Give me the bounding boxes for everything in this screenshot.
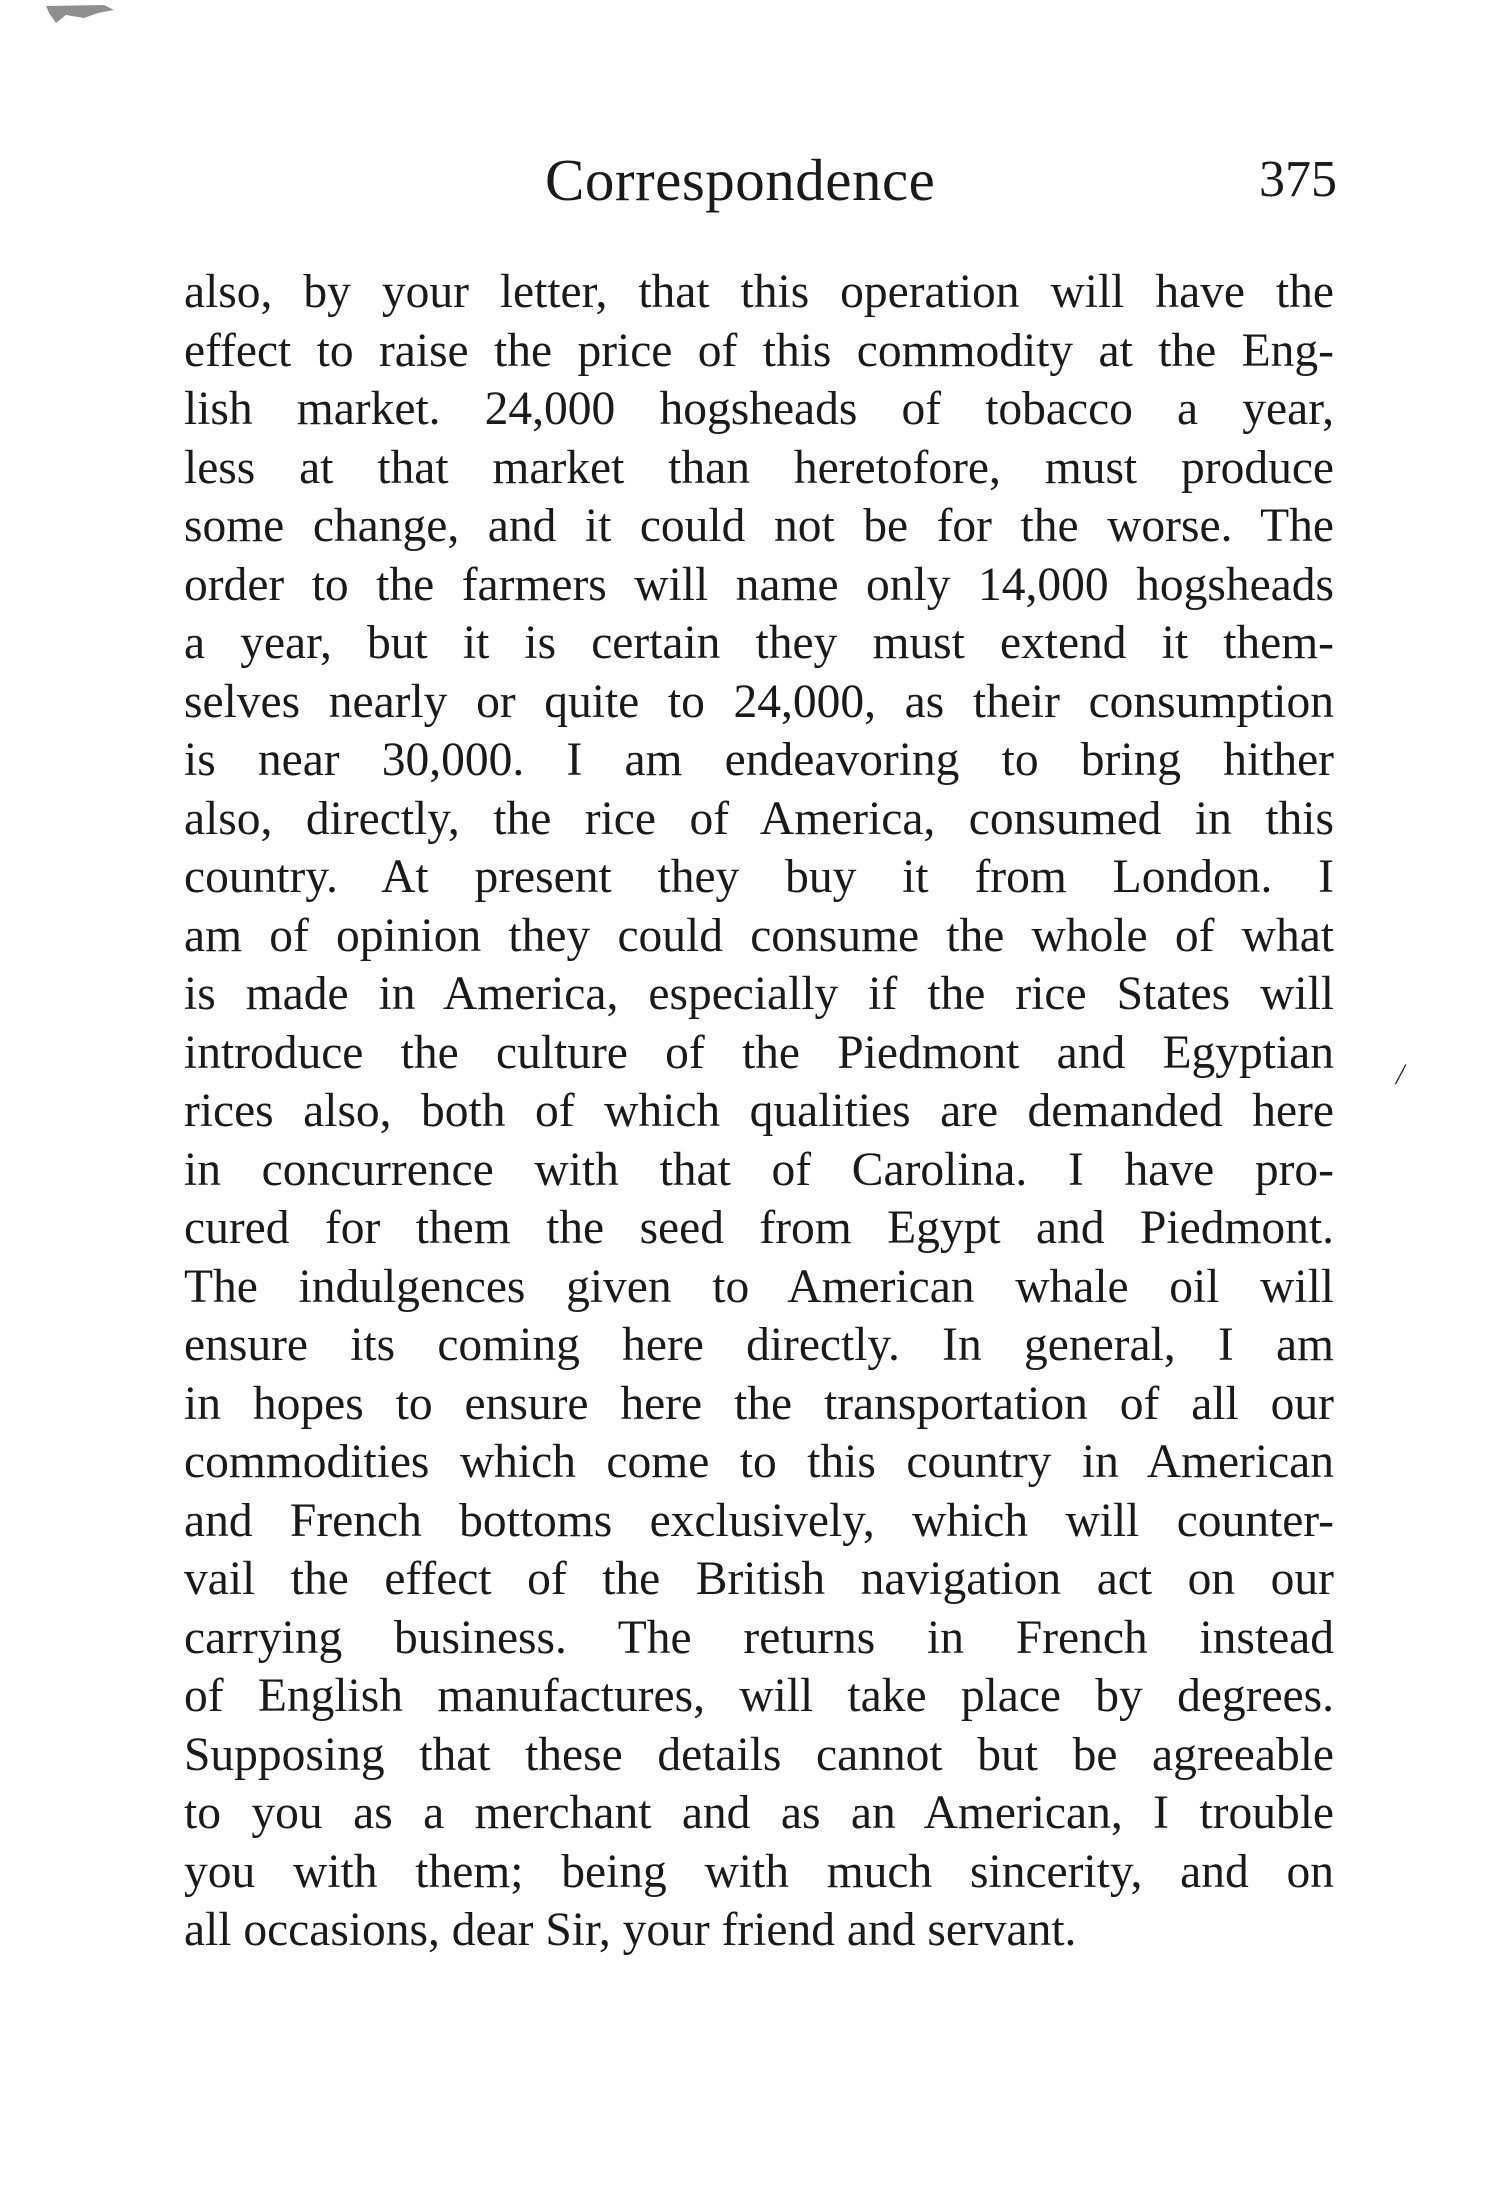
text-line: also, directly, the rice of America, consumed in this <box>184 792 1334 845</box>
text-line: introduce the culture of the Piedmont and Egyptian <box>184 1026 1334 1079</box>
text-line: less at that market than heretofore, must produce <box>184 441 1334 494</box>
text-line: vail the effect of the British navigation act on our <box>184 1553 1334 1605</box>
text-line: effect to raise the price of this commodity at the Eng- <box>184 324 1334 377</box>
text-line: carrying business. The returns in French instead <box>184 1611 1334 1664</box>
text-line: The indulgences given to American whale oil will <box>184 1260 1334 1313</box>
text-line: am of opinion they could consume the whole of what <box>184 909 1334 962</box>
text-line: in hopes to ensure here the transportation of all our <box>184 1377 1334 1430</box>
text-line: and French bottoms exclusively, which will counter- <box>184 1494 1334 1547</box>
text-line: some change, and it could not be for the worse. The <box>184 500 1334 552</box>
margin-pencil-mark: / <box>1396 1058 1405 1091</box>
text-line: ensure its coming here directly. In general, I am <box>184 1319 1334 1371</box>
text-line: a year, but it is certain they must extend it them- <box>184 617 1334 669</box>
text-line: is made in America, especially if the rice States will <box>184 968 1334 1020</box>
page-number: 375 <box>1259 151 1337 208</box>
text-line: Supposing that these details cannot but be agreeable <box>184 1728 1334 1781</box>
text-line: rices also, both of which qualities are demanded here <box>184 1085 1334 1137</box>
text-line: lish market. 24,000 hogsheads of tobacco a year, <box>184 383 1334 435</box>
text-line: cured for them the seed from Egypt and Piedmont. <box>184 1202 1334 1254</box>
text-line: you with them; being with much sincerity, and on <box>184 1845 1334 1898</box>
page-corner-ink-speck <box>44 4 116 26</box>
text-line: country. At present they buy it from London. I <box>184 851 1334 903</box>
text-line: commodities which come to this country in American <box>184 1436 1334 1488</box>
text-line: also, by your letter, that this operation will have the <box>184 266 1334 318</box>
running-header <box>0 140 1491 220</box>
text-line: order to the farmers will name only 14,000 hogsheads <box>184 558 1334 611</box>
running-title: Correspondence <box>545 147 936 213</box>
text-line: selves nearly or quite to 24,000, as their consumption <box>184 675 1334 728</box>
text-line-closing: all occasions, dear Sir, your friend and servant. <box>184 1904 1077 1956</box>
text-line: to you as a merchant and as an American, I trouble <box>184 1787 1334 1839</box>
letter-text <box>184 263 1334 1960</box>
text-line: of English manufactures, will take place by degrees. <box>184 1670 1334 1722</box>
text-line: in concurrence with that of Carolina. I have pro- <box>184 1143 1334 1196</box>
text-line: is near 30,000. I am endeavoring to bring hither <box>184 734 1334 786</box>
